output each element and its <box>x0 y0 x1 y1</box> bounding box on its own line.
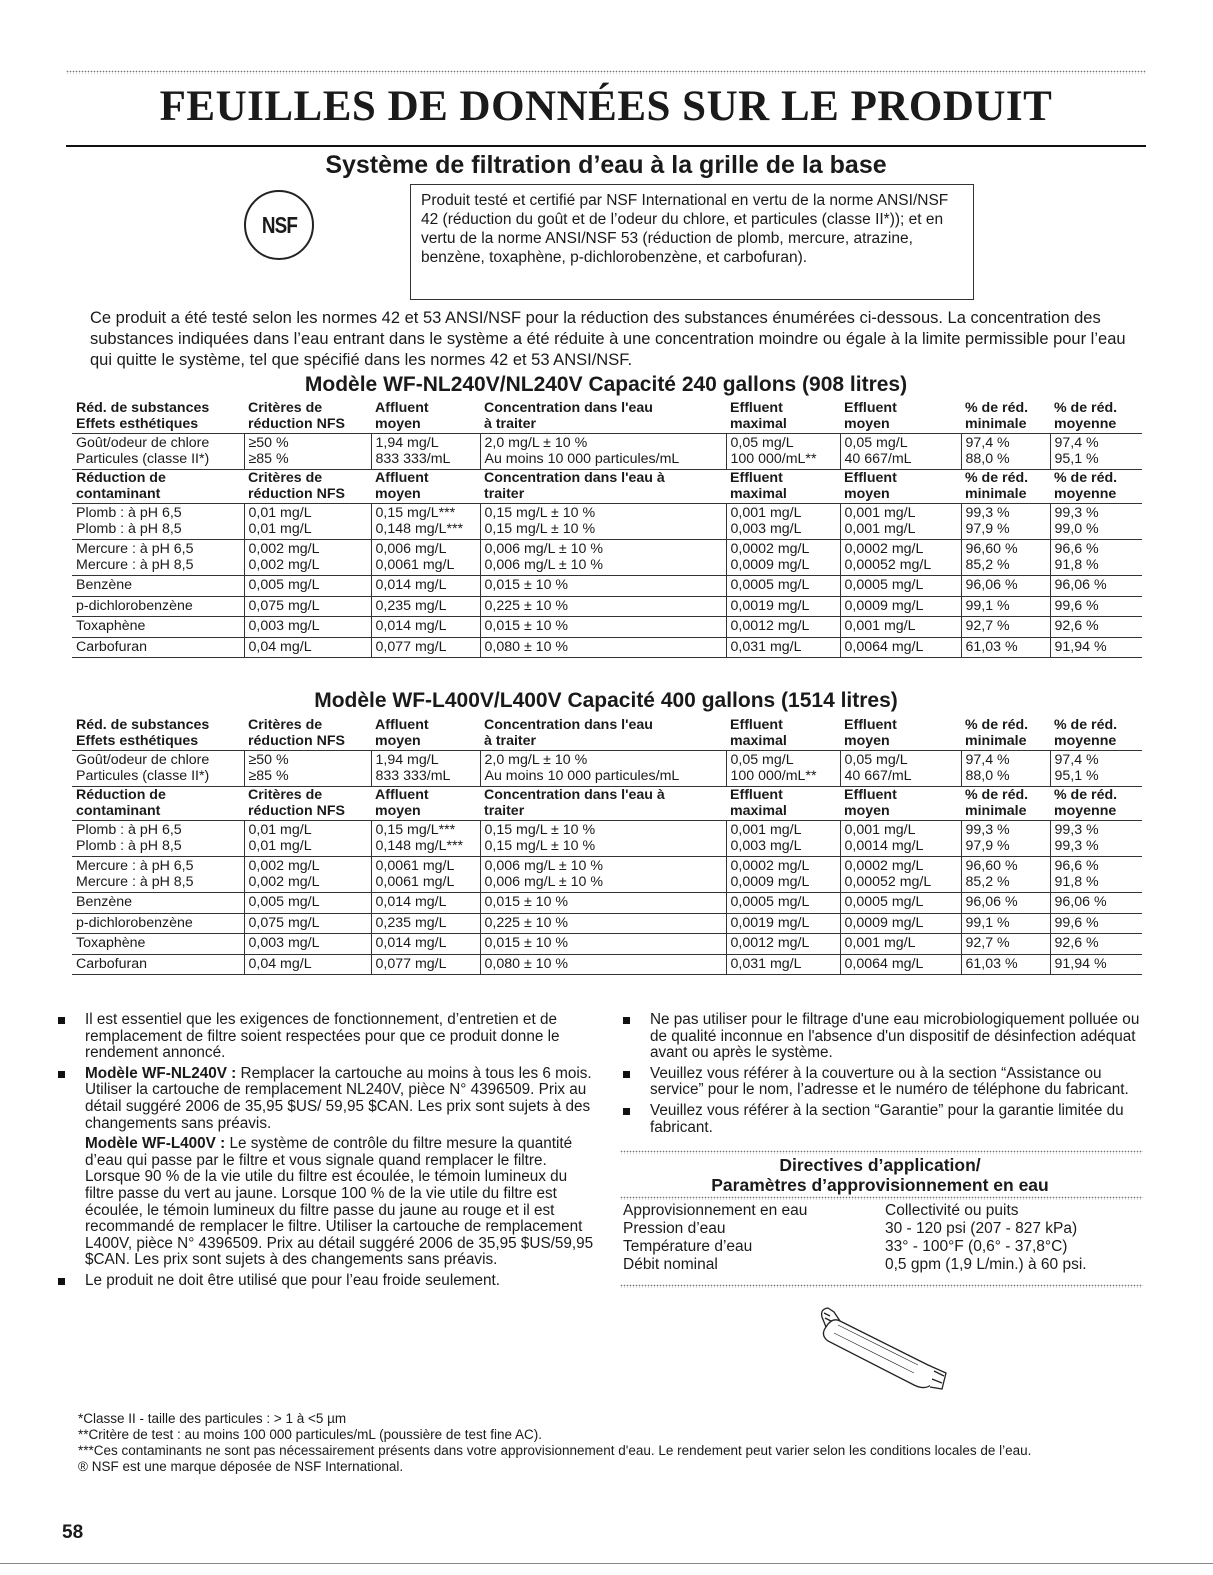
table-row-cell: 0,0061 mg/L 0,0061 mg/L <box>371 857 480 893</box>
table-row-cell: ≥50 % ≥85 % <box>244 751 371 787</box>
table-row-cell: 96,6 % 91,8 % <box>1050 540 1142 576</box>
table-row-cell: 0,003 mg/L <box>244 934 371 955</box>
directives-top-rule <box>620 1150 1143 1154</box>
table-row-cell: 0,001 mg/L 0,003 mg/L <box>726 504 840 540</box>
table-header-row-cell: Effluent maximal <box>726 400 840 434</box>
nsf-certification-box: Produit testé et certifié par NSF International en vertu de la norme ANSI/NSF 42 (réduction du goût et de l’odeur du chlore, et particules (classe II*)); et en vertu de la norme ANSI/NSF 53 (réduction de plomb, mercure, atrazine, benzène, toxaphène, p-dichlorobenzène, et carbofuran). <box>410 184 974 300</box>
table-row <box>72 893 1142 914</box>
footnote-contaminants: ***Ces contaminants ne sont pas nécessairement présents dans votre approvisionnement d'eau. Le rendement peut varier selon les conditions locales de l’eau. <box>78 1443 1032 1458</box>
table-row-cell: 0,0012 mg/L <box>726 617 840 638</box>
table-header-row-cell: Critères de réduction NFS <box>244 470 371 504</box>
table-row-cell: 0,235 mg/L <box>371 913 480 934</box>
table-row-cell: 1,94 mg/L 833 333/mL <box>371 434 480 470</box>
directives-table <box>623 1202 1141 1274</box>
table-row <box>72 954 1142 975</box>
directives-row <box>623 1256 1141 1274</box>
table-row <box>72 504 1142 540</box>
table-row-cell: 0,0005 mg/L <box>726 893 840 914</box>
table-row <box>72 751 1142 787</box>
table-header-row-cell: % de réd. moyenne <box>1050 717 1142 751</box>
bullet-operation-requirements: Il est essentiel que les exigences de fonctionnement, d’entretien et de remplacement de filtre soient respectées pour que ce produit donne le rendement annoncé. <box>58 1012 594 1062</box>
table-row-cell: 0,015 ± 10 % <box>480 893 726 914</box>
table-row-cell: 0,001 mg/L 0,001 mg/L <box>840 504 961 540</box>
left-bullet-list <box>58 1012 594 1294</box>
table-row-cell: 0,077 mg/L <box>371 954 480 975</box>
table-header-row-cell: Effluent moyen <box>840 717 961 751</box>
bullet-cold-water-only: Le produit ne doit être utilisé que pour l’eau froide seulement. <box>58 1273 594 1290</box>
table-header-row-cell: Critères de réduction NFS <box>244 400 371 434</box>
table-row-cell: 0,05 mg/L 100 000/mL** <box>726 751 840 787</box>
table-header-row-cell: Affluent moyen <box>371 787 480 821</box>
table-row-cell: 96,06 % <box>1050 576 1142 597</box>
table-row-cell: 0,006 mg/L 0,0061 mg/L <box>371 540 480 576</box>
table-row-cell: 96,06 % <box>961 893 1050 914</box>
table-row-cell: 92,7 % <box>961 617 1050 638</box>
table-header-row-cell: % de réd. minimale <box>961 787 1050 821</box>
table-row <box>72 913 1142 934</box>
table-header-row-cell: Effluent moyen <box>840 470 961 504</box>
directives-value: 0,5 gpm (1,9 L/min.) à 60 psi. <box>885 1256 1087 1273</box>
table-row-cell: 0,031 mg/L <box>726 637 840 658</box>
table-row-cell: 0,031 mg/L <box>726 954 840 975</box>
table-row-cell: 0,0005 mg/L <box>840 893 961 914</box>
table-row-cell: 0,0002 mg/L 0,00052 mg/L <box>840 857 961 893</box>
table-header-row-cell: Concentration dans l'eau à traiter <box>480 470 726 504</box>
table-row-cell: 0,075 mg/L <box>244 913 371 934</box>
table-row-cell: 0,001 mg/L 0,003 mg/L <box>726 821 840 857</box>
bullet-warranty: Veuillez vous référer à la section “Garantie” pour la garantie limitée du fabricant. <box>623 1103 1143 1136</box>
table-header-row-cell: Affluent moyen <box>371 400 480 434</box>
table-row-cell: 0,0064 mg/L <box>840 637 961 658</box>
table-header-row-cell: Affluent moyen <box>371 470 480 504</box>
table-row-cell: 0,0005 mg/L <box>726 576 840 597</box>
table-row-cell: 92,6 % <box>1050 934 1142 955</box>
table-row-cell: 0,014 mg/L <box>371 934 480 955</box>
footnotes <box>78 1411 1148 1475</box>
table-row-cell: 97,4 % 95,1 % <box>1050 751 1142 787</box>
directives-label: Approvisionnement en eau <box>623 1202 808 1219</box>
table-row-cell: 0,001 mg/L <box>840 617 961 638</box>
table-row-cell: 0,0012 mg/L <box>726 934 840 955</box>
table-row-cell: 0,01 mg/L 0,01 mg/L <box>244 821 371 857</box>
table-row-cell: 0,225 ± 10 % <box>480 596 726 617</box>
table-row-cell: 99,3 % 99,3 % <box>1050 821 1142 857</box>
table-row-cell: 0,002 mg/L 0,002 mg/L <box>244 540 371 576</box>
footnote-trademark: ® NSF est une marque déposée de NSF International. <box>78 1459 404 1474</box>
table-row <box>72 596 1142 617</box>
table-row <box>72 934 1142 955</box>
bullet-model-nl240v: Modèle WF-NL240V : Remplacer la cartouche au moins à tous les 6 mois. Utiliser la cartouche de remplacement NL240V, pièce N° 4396509. Prix au détail suggéré 2006 de 35,95 $US/ 59,95 $CAN. Les prix sont sujets à des changements sans préavis. <box>58 1066 594 1132</box>
table-header-row-cell: % de réd. minimale <box>961 470 1050 504</box>
table-row <box>72 540 1142 576</box>
table-row-cell: 0,05 mg/L 40 667/mL <box>840 751 961 787</box>
table-row-cell: Carbofuran <box>72 954 244 975</box>
table-row <box>72 576 1142 597</box>
table-header-row-cell: Réd. de substances Effets esthétiques <box>72 717 244 751</box>
table-row-cell: Goût/odeur de chlore Particules (classe II*) <box>72 434 244 470</box>
table-row-cell: 0,0019 mg/L <box>726 596 840 617</box>
table-row-cell: 96,6 % 91,8 % <box>1050 857 1142 893</box>
table-header-row <box>72 717 1142 751</box>
table-row-cell: 99,6 % <box>1050 913 1142 934</box>
table-row-cell: 2,0 mg/L ± 10 % Au moins 10 000 particules/mL <box>480 434 726 470</box>
nsf-logo: NSF <box>244 190 314 260</box>
intro-paragraph: Ce produit a été testé selon les normes 42 et 53 ANSI/NSF pour la réduction des substances énumérées ci-dessous. La concentration des substances indiquées dans l’eau entrant dans le système a été réduite à une concentration moindre ou égale à la limite permissible pour l’eau qui quitte le système, tel que spécifié dans les normes 42 et 53 ANSI/NSF. <box>90 309 1126 369</box>
table-row-cell: 0,05 mg/L 100 000/mL** <box>726 434 840 470</box>
table-row-cell: 0,014 mg/L <box>371 893 480 914</box>
table-row-cell: 0,080 ± 10 % <box>480 954 726 975</box>
table-row-cell: 0,15 mg/L*** 0,148 mg/L*** <box>371 821 480 857</box>
table-row-cell: 96,60 % 85,2 % <box>961 540 1050 576</box>
table-row-cell: 0,15 mg/L*** 0,148 mg/L*** <box>371 504 480 540</box>
table-header-row-cell: Concentration dans l'eau à traiter <box>480 400 726 434</box>
directives-row <box>623 1220 1141 1238</box>
table-row <box>72 434 1142 470</box>
table-row-cell: 0,015 ± 10 % <box>480 576 726 597</box>
table-row-cell: ≥50 % ≥85 % <box>244 434 371 470</box>
directives-mid-rule <box>620 1196 1143 1200</box>
table-row-cell: 99,3 % 97,9 % <box>961 821 1050 857</box>
table-header-row-cell: Effluent maximal <box>726 470 840 504</box>
table-header-row-cell: Réduction de contaminant <box>72 470 244 504</box>
directives-row <box>623 1238 1141 1256</box>
table-row-cell: Plomb : à pH 6,5 Plomb : à pH 8,5 <box>72 504 244 540</box>
table-row-cell: p-dichlorobenzène <box>72 913 244 934</box>
table-row-cell: 92,7 % <box>961 934 1050 955</box>
title-rule <box>66 145 1146 147</box>
directives-label: Débit nominal <box>623 1256 718 1273</box>
table-row-cell: 99,3 % 97,9 % <box>961 504 1050 540</box>
table-row-cell: 0,04 mg/L <box>244 954 371 975</box>
model2-title: Modèle WF-L400V/L400V Capacité 400 gallons (1514 litres) <box>314 689 898 712</box>
directives-row <box>623 1202 1141 1220</box>
table-row-cell: 0,077 mg/L <box>371 637 480 658</box>
table-header-row-cell: Critères de réduction NFS <box>244 717 371 751</box>
table-header-row-cell: Affluent moyen <box>371 717 480 751</box>
bullet-assistance: Veuillez vous référer à la couverture ou à la section “Assistance ou service” pour le nom, l’adresse et le numéro de téléphone du fabricant. <box>623 1066 1143 1099</box>
table-row <box>72 857 1142 893</box>
table-header-row <box>72 787 1142 821</box>
table-row-cell: 0,006 mg/L ± 10 % 0,006 mg/L ± 10 % <box>480 540 726 576</box>
table-row <box>72 821 1142 857</box>
table-row-cell: 0,005 mg/L <box>244 576 371 597</box>
table-row-cell: 0,080 ± 10 % <box>480 637 726 658</box>
table-row <box>72 617 1142 638</box>
footnote-test-criterion: **Critère de test : au moins 100 000 particules/mL (poussière de test fine AC). <box>78 1427 542 1442</box>
table-row <box>72 637 1142 658</box>
filter-cartridge-illustration <box>818 1303 968 1393</box>
table-row-cell: 1,94 mg/L 833 333/mL <box>371 751 480 787</box>
table-header-row-cell: Concentration dans l'eau à traiter <box>480 787 726 821</box>
table-row-cell: 0,006 mg/L ± 10 % 0,006 mg/L ± 10 % <box>480 857 726 893</box>
footnote-particle-class: *Classe II - taille des particules : > 1 à <5 µm <box>78 1411 347 1426</box>
bullet-microbiological-warning: Ne pas utiliser pour le filtrage d'une eau microbiologiquement polluée ou de qualité inconnue en l'absence d'un dispositif de désinfection adéquat avant ou après le système. <box>623 1012 1143 1062</box>
table-row-cell: 0,001 mg/L <box>840 934 961 955</box>
table-row-cell: Toxaphène <box>72 934 244 955</box>
table-row-cell: 0,0002 mg/L 0,0009 mg/L <box>726 540 840 576</box>
model2-table <box>72 717 1142 975</box>
directives-label: Température d’eau <box>623 1238 753 1255</box>
table-row-cell: Carbofuran <box>72 637 244 658</box>
table-row-cell: Benzène <box>72 893 244 914</box>
directives-title-line2: Paramètres d’approvisionnement en eau <box>711 1175 1049 1195</box>
table-row-cell: 97,4 % 88,0 % <box>961 751 1050 787</box>
table-header-row-cell: Effluent moyen <box>840 400 961 434</box>
table-header-row-cell: Effluent maximal <box>726 717 840 751</box>
table-row-cell: 0,0064 mg/L <box>840 954 961 975</box>
model1-table <box>72 400 1142 658</box>
table-row-cell: 97,4 % 95,1 % <box>1050 434 1142 470</box>
directives-title-line1: Directives d’application/ <box>779 1155 981 1175</box>
right-bullet-list <box>623 1012 1143 1140</box>
directives-bottom-rule <box>620 1284 1143 1288</box>
table-row-cell: 0,15 mg/L ± 10 % 0,15 mg/L ± 10 % <box>480 504 726 540</box>
table-row-cell: Plomb : à pH 6,5 Plomb : à pH 8,5 <box>72 821 244 857</box>
table-row-cell: 99,1 % <box>961 913 1050 934</box>
table-row-cell: Goût/odeur de chlore Particules (classe II*) <box>72 751 244 787</box>
table-header-row-cell: Critères de réduction NFS <box>244 787 371 821</box>
table-row-cell: 96,60 % 85,2 % <box>961 857 1050 893</box>
table-row-cell: 2,0 mg/L ± 10 % Au moins 10 000 particules/mL <box>480 751 726 787</box>
table-row-cell: 92,6 % <box>1050 617 1142 638</box>
table-header-row <box>72 470 1142 504</box>
table-row-cell: 96,06 % <box>961 576 1050 597</box>
table-row-cell: 99,1 % <box>961 596 1050 617</box>
table-row-cell: 0,003 mg/L <box>244 617 371 638</box>
table-header-row-cell: % de réd. moyenne <box>1050 787 1142 821</box>
directives-label: Pression d’eau <box>623 1220 726 1237</box>
table-row-cell: 61,03 % <box>961 954 1050 975</box>
table-row-cell: 0,015 ± 10 % <box>480 934 726 955</box>
table-header-row-cell: Concentration dans l'eau à traiter <box>480 717 726 751</box>
table-row-cell: 0,01 mg/L 0,01 mg/L <box>244 504 371 540</box>
table-row-cell: 0,0002 mg/L 0,0009 mg/L <box>726 857 840 893</box>
table-row-cell: 0,225 ± 10 % <box>480 913 726 934</box>
table-row-cell: 0,005 mg/L <box>244 893 371 914</box>
table-row-cell: 0,05 mg/L 40 667/mL <box>840 434 961 470</box>
table-row-cell: 91,94 % <box>1050 954 1142 975</box>
table-row-cell: 0,0009 mg/L <box>840 913 961 934</box>
page-number: 58 <box>62 1522 84 1543</box>
table-row-cell: 0,0005 mg/L <box>840 576 961 597</box>
table-header-row-cell: % de réd. minimale <box>961 717 1050 751</box>
table-row-cell: 0,235 mg/L <box>371 596 480 617</box>
table-row-cell: 61,03 % <box>961 637 1050 658</box>
table-row-cell: 0,0009 mg/L <box>840 596 961 617</box>
table-header-row-cell: % de réd. moyenne <box>1050 400 1142 434</box>
table-row-cell: 91,94 % <box>1050 637 1142 658</box>
table-row-cell: 0,04 mg/L <box>244 637 371 658</box>
paragraph-model-l400v: Modèle WF-L400V : Le système de contrôle du filtre mesure la quantité d’eau qui passe par le filtre et vous signale quand remplacer le filtre. Lorsque 90 % de la vie utile du filtre est écoulée, le témoin lumineux du filtre passe du vert au jaune. Lorsque 100 % de la vie utile du filtre est écoulée, le témoin lumineux du filtre passe du jaune au rouge et il est recommandé de remplacer le filtre. Utiliser la cartouche de remplacement L400V, pièce N° 4396509. Prix au détail suggéré 2006 de 35,95 $US/59,95 $CAN. Les prix sont sujets à des changements sans préavis. <box>85 1135 594 1269</box>
table-row-cell: 0,0002 mg/L 0,00052 mg/L <box>840 540 961 576</box>
table-row-cell: 0,002 mg/L 0,002 mg/L <box>244 857 371 893</box>
table-row-cell: 0,075 mg/L <box>244 596 371 617</box>
table-header-row-cell: Réduction de contaminant <box>72 787 244 821</box>
table-row-cell: 99,6 % <box>1050 596 1142 617</box>
table-row-cell: Toxaphène <box>72 617 244 638</box>
table-row-cell: 97,4 % 88,0 % <box>961 434 1050 470</box>
table-header-row-cell: % de réd. minimale <box>961 400 1050 434</box>
directives-value: 30 - 120 psi (207 - 827 kPa) <box>885 1220 1078 1237</box>
top-dotted-rule <box>66 70 1146 74</box>
directives-value: 33° - 100°F (0,6° - 37,8°C) <box>885 1238 1068 1255</box>
table-header-row-cell: Réd. de substances Effets esthétiques <box>72 400 244 434</box>
table-row-cell: 99,3 % 99,0 % <box>1050 504 1142 540</box>
table-row-cell: Benzène <box>72 576 244 597</box>
table-header-row-cell: Effluent moyen <box>840 787 961 821</box>
table-row-cell: 96,06 % <box>1050 893 1142 914</box>
table-header-row <box>72 400 1142 434</box>
page-subtitle: Système de filtration d’eau à la grille de la base <box>325 151 887 179</box>
table-row-cell: 0,015 ± 10 % <box>480 617 726 638</box>
directives-value: Collectivité ou puits <box>885 1202 1019 1219</box>
model1-title: Modèle WF-NL240V/NL240V Capacité 240 gallons (908 litres) <box>304 373 908 396</box>
table-row-cell: 0,0019 mg/L <box>726 913 840 934</box>
table-row-cell: Mercure : à pH 6,5 Mercure : à pH 8,5 <box>72 540 244 576</box>
bottom-rule <box>0 1563 1213 1564</box>
table-header-row-cell: % de réd. moyenne <box>1050 470 1142 504</box>
table-row-cell: p-dichlorobenzène <box>72 596 244 617</box>
table-row-cell: 0,001 mg/L 0,0014 mg/L <box>840 821 961 857</box>
table-row-cell: 0,15 mg/L ± 10 % 0,15 mg/L ± 10 % <box>480 821 726 857</box>
table-row-cell: 0,014 mg/L <box>371 576 480 597</box>
table-row-cell: Mercure : à pH 6,5 Mercure : à pH 8,5 <box>72 857 244 893</box>
table-row-cell: 0,014 mg/L <box>371 617 480 638</box>
table-header-row-cell: Effluent maximal <box>726 787 840 821</box>
page-title: FEUILLES DE DONNÉES SUR LE PRODUIT <box>159 83 1053 130</box>
